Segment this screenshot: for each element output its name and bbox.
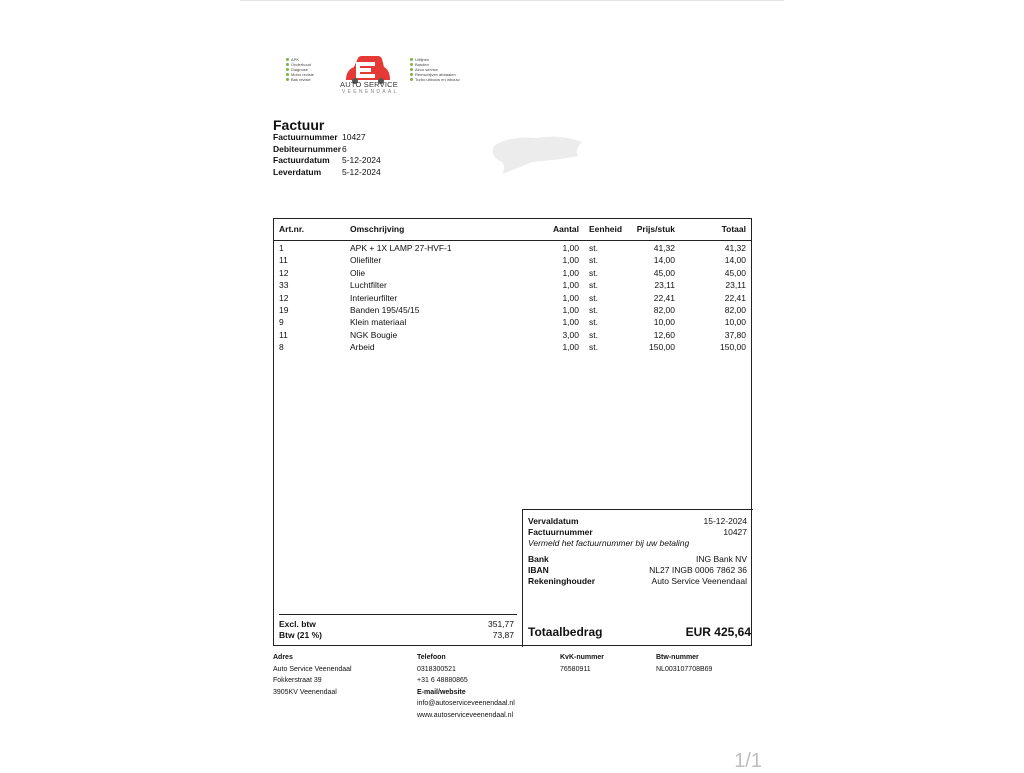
cell-desc: APK + 1X LAMP 27-HVF-1 bbox=[350, 243, 452, 253]
cell-total: 41,32 bbox=[724, 243, 746, 253]
meta-value: 5-12-2024 bbox=[342, 166, 381, 177]
logo-services-left bbox=[286, 57, 314, 82]
cell-desc: Arbeid bbox=[350, 342, 375, 353]
cell-price: 12,60 bbox=[653, 329, 675, 340]
logo-service-item: Bak revisie bbox=[286, 77, 314, 82]
payment-invoice-number bbox=[528, 527, 747, 538]
table-row bbox=[274, 242, 751, 254]
table-row bbox=[274, 292, 751, 304]
payment-iban bbox=[528, 565, 747, 576]
grand-total bbox=[528, 625, 751, 641]
cell-unit: st. bbox=[589, 342, 598, 353]
table-row bbox=[274, 279, 751, 291]
meta-row-debtor-number bbox=[273, 144, 381, 156]
footer-line: +31 6 48880865 bbox=[417, 677, 468, 684]
logo-service-item: Remschijven afdraaien bbox=[410, 72, 460, 77]
table-row bbox=[274, 254, 751, 266]
payment-value: ING Bank NV bbox=[695, 554, 747, 564]
payment-label: Factuurnummer bbox=[528, 527, 593, 537]
footer-line: Auto Service Veenendaal bbox=[273, 665, 352, 673]
cell-total: 150,00 bbox=[720, 342, 746, 353]
footer-label: Telefoon bbox=[417, 654, 446, 661]
logo-service-item: Uitlijnen bbox=[410, 57, 460, 62]
footer-line: NL003107708B69 bbox=[656, 665, 713, 673]
payment-label: Vervaldatum bbox=[528, 516, 579, 526]
payment-value: 10427 bbox=[723, 527, 747, 537]
meta-value: 10427 bbox=[342, 132, 366, 142]
footer-label: Btw-nummer bbox=[656, 654, 699, 661]
payment-bank bbox=[528, 554, 747, 565]
cell-desc: Interieurfilter bbox=[350, 292, 398, 303]
cell-total: 14,00 bbox=[724, 255, 746, 266]
cell-unit: st. bbox=[589, 329, 598, 340]
payment-value: Auto Service Veenendaal bbox=[651, 576, 747, 586]
logo-service-item: Diagnose bbox=[286, 67, 314, 72]
table-row bbox=[274, 329, 751, 341]
cell-qty: 1,00 bbox=[562, 292, 579, 303]
cell-price: 14,00 bbox=[653, 255, 675, 266]
totals-divider bbox=[279, 614, 517, 615]
footer-label: KvK-nummer bbox=[560, 654, 604, 661]
meta-label: Factuurnummer bbox=[273, 132, 338, 142]
col-header-art: Art.nr. bbox=[279, 224, 305, 234]
meta-label: Debiteurnummer bbox=[273, 143, 342, 154]
total-value: 351,77 bbox=[488, 619, 514, 629]
cell-unit: st. bbox=[589, 243, 598, 253]
invoice-lines-table bbox=[273, 218, 752, 646]
payment-due-date bbox=[528, 516, 747, 527]
cell-qty: 1,00 bbox=[562, 317, 579, 328]
logo-service-item: Onderhoud bbox=[286, 62, 314, 67]
cell-desc: Luchtfilter bbox=[350, 280, 387, 291]
cell-art: 19 bbox=[279, 304, 289, 315]
cell-desc: NGK Bougie bbox=[350, 329, 398, 340]
footer-website: www.autoserviceveenendaal.nl bbox=[417, 711, 514, 719]
logo-service-item: APK bbox=[286, 57, 314, 62]
payment-label: Bank bbox=[528, 554, 549, 564]
cell-total: 22,41 bbox=[724, 292, 746, 303]
footer-kvk bbox=[560, 652, 604, 675]
logo-service-item: Motor revisie bbox=[286, 72, 314, 77]
total-value: 73,87 bbox=[492, 630, 514, 640]
cell-qty: 1,00 bbox=[562, 342, 579, 353]
footer-label: Adres bbox=[273, 654, 293, 661]
cell-art: 11 bbox=[279, 255, 288, 266]
cell-price: 150,00 bbox=[649, 342, 675, 353]
logo-service-item: Turbo uitbouw en inbouw bbox=[410, 77, 460, 82]
footer-label: E-mail/website bbox=[417, 688, 466, 696]
payment-label: IBAN bbox=[528, 565, 549, 575]
company-logo bbox=[282, 50, 472, 98]
meta-value: 6 bbox=[342, 143, 347, 154]
cell-unit: st. bbox=[589, 304, 598, 315]
redacted-address-smudge bbox=[488, 130, 584, 176]
cell-qty: 1,00 bbox=[562, 280, 579, 291]
payment-value: 15-12-2024 bbox=[703, 516, 747, 526]
table-row bbox=[274, 267, 751, 279]
meta-row-delivery-date bbox=[273, 167, 381, 179]
meta-label: Factuurdatum bbox=[273, 155, 330, 165]
cell-qty: 1,00 bbox=[562, 304, 579, 315]
logo-brand-city: VEENENDAAL bbox=[342, 89, 399, 95]
cell-unit: st. bbox=[589, 292, 598, 303]
payment-label: Rekeninghouder bbox=[528, 576, 596, 586]
logo-brand-name: AUTO SERVICE bbox=[340, 80, 398, 89]
table-header bbox=[274, 219, 751, 241]
grand-total-label: Totaalbedrag bbox=[528, 625, 603, 639]
grand-total-value: EUR 425,64 bbox=[685, 625, 751, 639]
page-indicator: 1/1 bbox=[734, 750, 762, 772]
cell-total: 82,00 bbox=[724, 304, 746, 315]
table-body bbox=[274, 242, 751, 354]
cell-qty: 1,00 bbox=[562, 255, 579, 266]
cell-total: 10,00 bbox=[724, 317, 746, 328]
total-label: Btw (21 %) bbox=[279, 630, 322, 640]
cell-qty: 1,00 bbox=[562, 243, 579, 253]
cell-desc: Banden 195/45/15 bbox=[350, 304, 420, 315]
col-header-qty: Aantal bbox=[553, 224, 579, 234]
cell-price: 45,00 bbox=[653, 267, 675, 278]
table-row bbox=[274, 341, 751, 353]
cell-unit: st. bbox=[589, 280, 598, 291]
cell-desc: Olie bbox=[350, 267, 366, 278]
cell-price: 23,11 bbox=[654, 280, 675, 291]
footer-contact bbox=[417, 652, 515, 721]
invoice-title: Factuur bbox=[273, 117, 325, 133]
footer-line: 3905KV Veenendaal bbox=[273, 688, 337, 696]
footer-line: 0318300521 bbox=[417, 665, 456, 673]
table-row bbox=[274, 316, 751, 328]
cell-price: 22,41 bbox=[653, 292, 675, 303]
cell-art: 9 bbox=[279, 317, 284, 328]
cell-total: 45,00 bbox=[724, 267, 746, 278]
logo-services-right bbox=[410, 57, 460, 82]
payment-account-holder bbox=[528, 576, 747, 587]
payment-note: Vermeld het factuurnummer bij uw betaling bbox=[528, 538, 690, 548]
cell-price: 10,00 bbox=[653, 317, 675, 328]
cell-art: 33 bbox=[279, 280, 289, 291]
total-btw bbox=[279, 630, 514, 642]
logo-service-item: Banden bbox=[410, 62, 460, 67]
footer-btw bbox=[656, 652, 712, 675]
footer-line: Fokkerstraat 39 bbox=[273, 677, 322, 684]
meta-label: Leverdatum bbox=[273, 166, 322, 177]
footer-address bbox=[273, 652, 352, 698]
payment-panel bbox=[522, 509, 753, 647]
cell-art: 12 bbox=[279, 267, 289, 278]
page-top-edge bbox=[240, 0, 784, 1]
footer-line: 76580911 bbox=[560, 665, 591, 673]
cell-qty: 3,00 bbox=[562, 329, 579, 340]
cell-art: 8 bbox=[279, 342, 284, 353]
col-header-total: Totaal bbox=[721, 224, 746, 234]
cell-art: 1 bbox=[279, 243, 284, 253]
cell-qty: 1,00 bbox=[562, 267, 579, 278]
total-label: Excl. btw bbox=[279, 619, 316, 629]
cell-art: 12 bbox=[279, 292, 289, 303]
meta-row-invoice-date bbox=[273, 155, 381, 167]
cell-price: 41,32 bbox=[653, 243, 675, 253]
cell-total: 37,80 bbox=[724, 329, 746, 340]
cell-unit: st. bbox=[589, 317, 598, 328]
col-header-price: Prijs/stuk bbox=[636, 224, 675, 234]
invoice-meta bbox=[273, 132, 381, 178]
table-row bbox=[274, 304, 751, 316]
payment-value: NL27 INGB 0006 7862 36 bbox=[649, 565, 747, 575]
logo-service-item: Airco service bbox=[410, 67, 460, 72]
meta-row-invoice-number bbox=[273, 132, 381, 144]
meta-value: 5-12-2024 bbox=[342, 155, 381, 165]
cell-unit: st. bbox=[589, 267, 598, 278]
cell-unit: st. bbox=[589, 255, 598, 266]
cell-price: 82,00 bbox=[653, 304, 675, 315]
footer-email: info@autoserviceveenendaal.nl bbox=[417, 700, 515, 707]
col-header-desc: Omschrijving bbox=[350, 224, 405, 234]
cell-art: 11 bbox=[279, 329, 288, 340]
col-header-unit: Eenheid bbox=[589, 224, 623, 234]
cell-total: 23,11 bbox=[725, 280, 746, 291]
cell-desc: Klein materiaal bbox=[350, 317, 407, 328]
cell-desc: Oliefilter bbox=[350, 255, 382, 266]
